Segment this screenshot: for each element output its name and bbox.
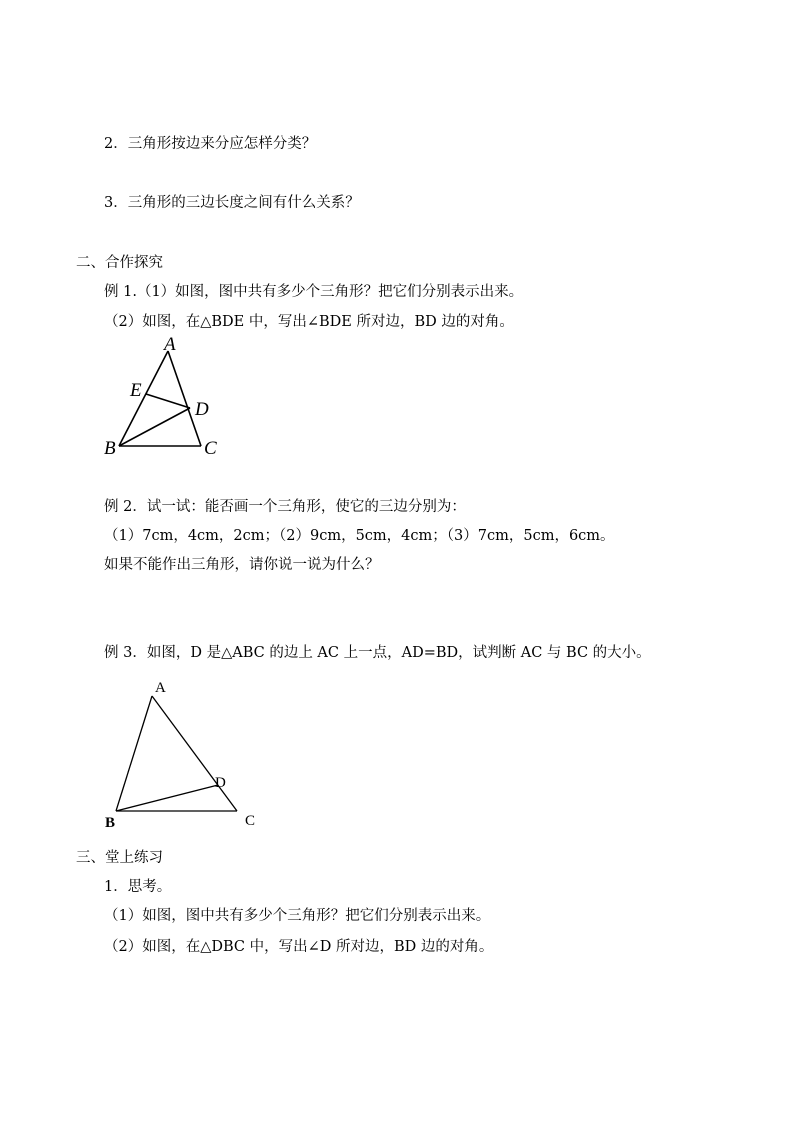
section-3-heading: 三、堂上练习	[76, 850, 163, 866]
question-3: 3．三角形的三边长度之间有什么关系？	[104, 195, 360, 211]
section-2-heading: 二、合作探究	[76, 255, 163, 271]
example-2-line-2: （1）7cm，4cm，2cm；（2）9cm，5cm，4cm；（3）7cm，5cm，6cm。	[104, 528, 615, 544]
label-d: D	[195, 399, 209, 420]
example-3: 例 3．如图，D 是△ABC 的边上 AC 上一点，AD=BD，试判断 AC 与 BC 的大小。	[104, 645, 651, 661]
label-a: A	[155, 680, 166, 696]
example-1-part-1: 例 1.（1）如图，图中共有多少个三角形？把它们分别表示出来。	[104, 284, 524, 300]
practice-1-part-1: （1）如图，图中共有多少个三角形？把它们分别表示出来。	[104, 908, 491, 924]
segment-bd	[116, 785, 218, 811]
side-ac	[152, 696, 237, 811]
label-d: D	[215, 775, 226, 791]
example-2-line-1: 例 2．试一试：能否画一个三角形，使它的三边分别为：	[104, 499, 466, 515]
label-c: C	[204, 438, 217, 459]
label-e: E	[130, 380, 142, 401]
practice-1-part-2: （2）如图，在△DBC 中，写出∠D 所对边，BD 边的对角。	[104, 939, 494, 955]
label-c: C	[245, 813, 256, 829]
question-2: 2．三角形按边来分应怎样分类？	[104, 136, 317, 152]
figure-2-triangle-abc	[100, 672, 265, 832]
label-b: B	[105, 815, 116, 831]
example-2-line-3: 如果不能作出三角形，请你说一说为什么？	[104, 557, 380, 573]
label-a: A	[164, 334, 176, 355]
figure-1-triangle-abc	[100, 330, 230, 460]
label-b: B	[104, 438, 116, 459]
example-1-part-2: （2）如图，在△BDE 中，写出∠BDE 所对边，BD 边的对角。	[104, 314, 514, 330]
practice-1: 1．思考。	[104, 879, 172, 895]
side-ab	[116, 696, 152, 811]
